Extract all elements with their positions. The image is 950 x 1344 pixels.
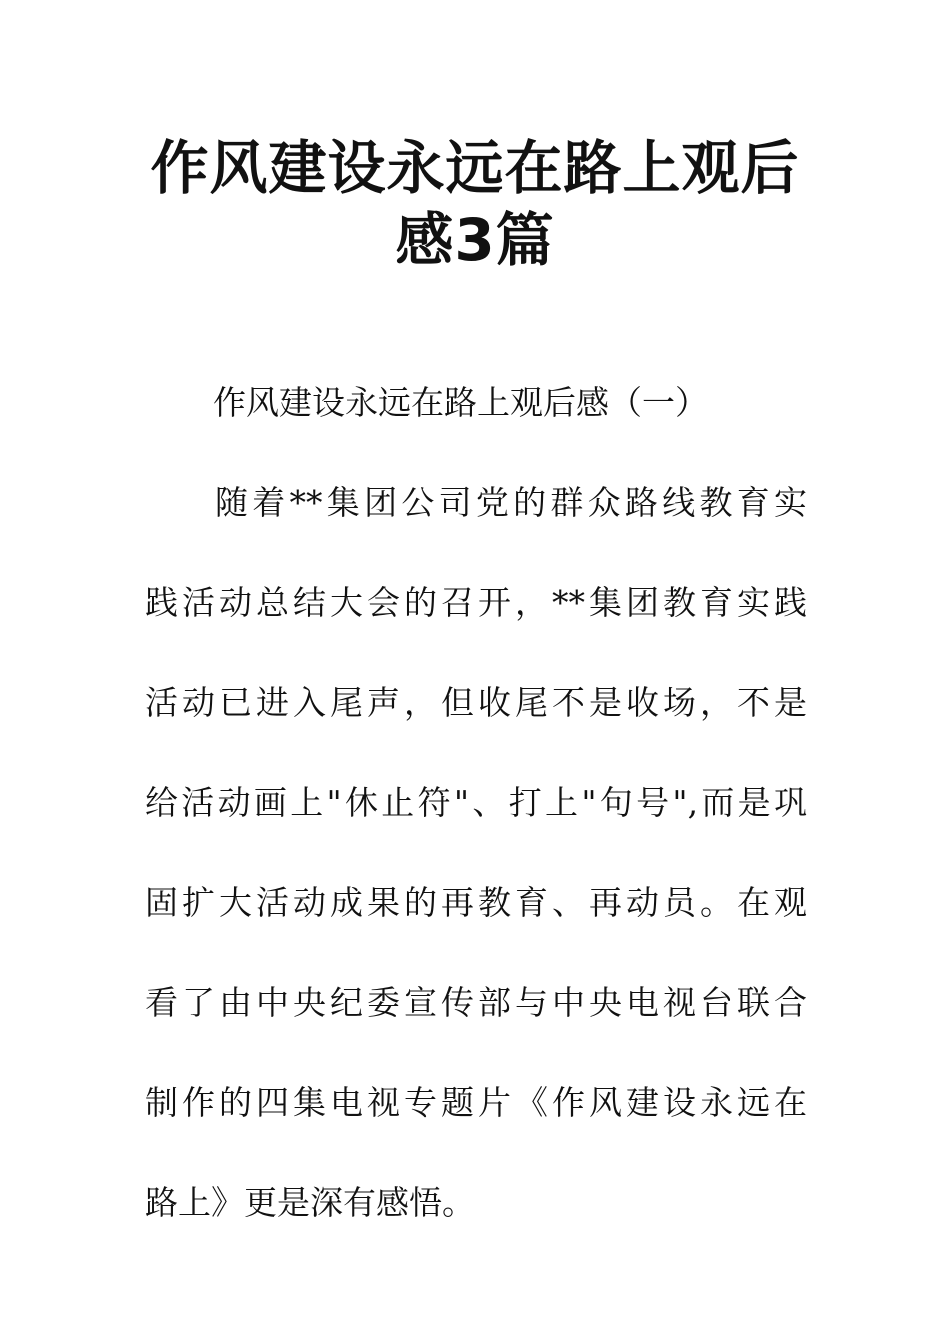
paragraph-line-2: 践活动总结大会的召开，**集团教育实践 (145, 583, 807, 622)
paragraph-line-1: 随着**集团公司党的群众路线教育实 (215, 483, 807, 522)
paragraph-line-3: 活动已进入尾声，但收尾不是收场，不是 (145, 683, 807, 722)
document-title-line-2: 感3篇 (395, 206, 555, 274)
paragraph-line-6: 看了由中央纪委宣传部与中央电视台联合 (145, 983, 807, 1022)
section-heading: 作风建设永远在路上观后感（一） (213, 383, 708, 422)
paragraph-line-5: 固扩大活动成果的再教育、再动员。在观 (145, 883, 807, 922)
paragraph-line-8: 路上》更是深有感悟。 (145, 1183, 475, 1222)
paragraph-line-7: 制作的四集电视专题片《作风建设永远在 (145, 1083, 807, 1122)
document-title-line-1: 作风建设永远在路上观后 (150, 134, 800, 202)
paragraph-line-4: 给活动画上"休止符"、打上"句号",而是巩 (145, 783, 807, 822)
